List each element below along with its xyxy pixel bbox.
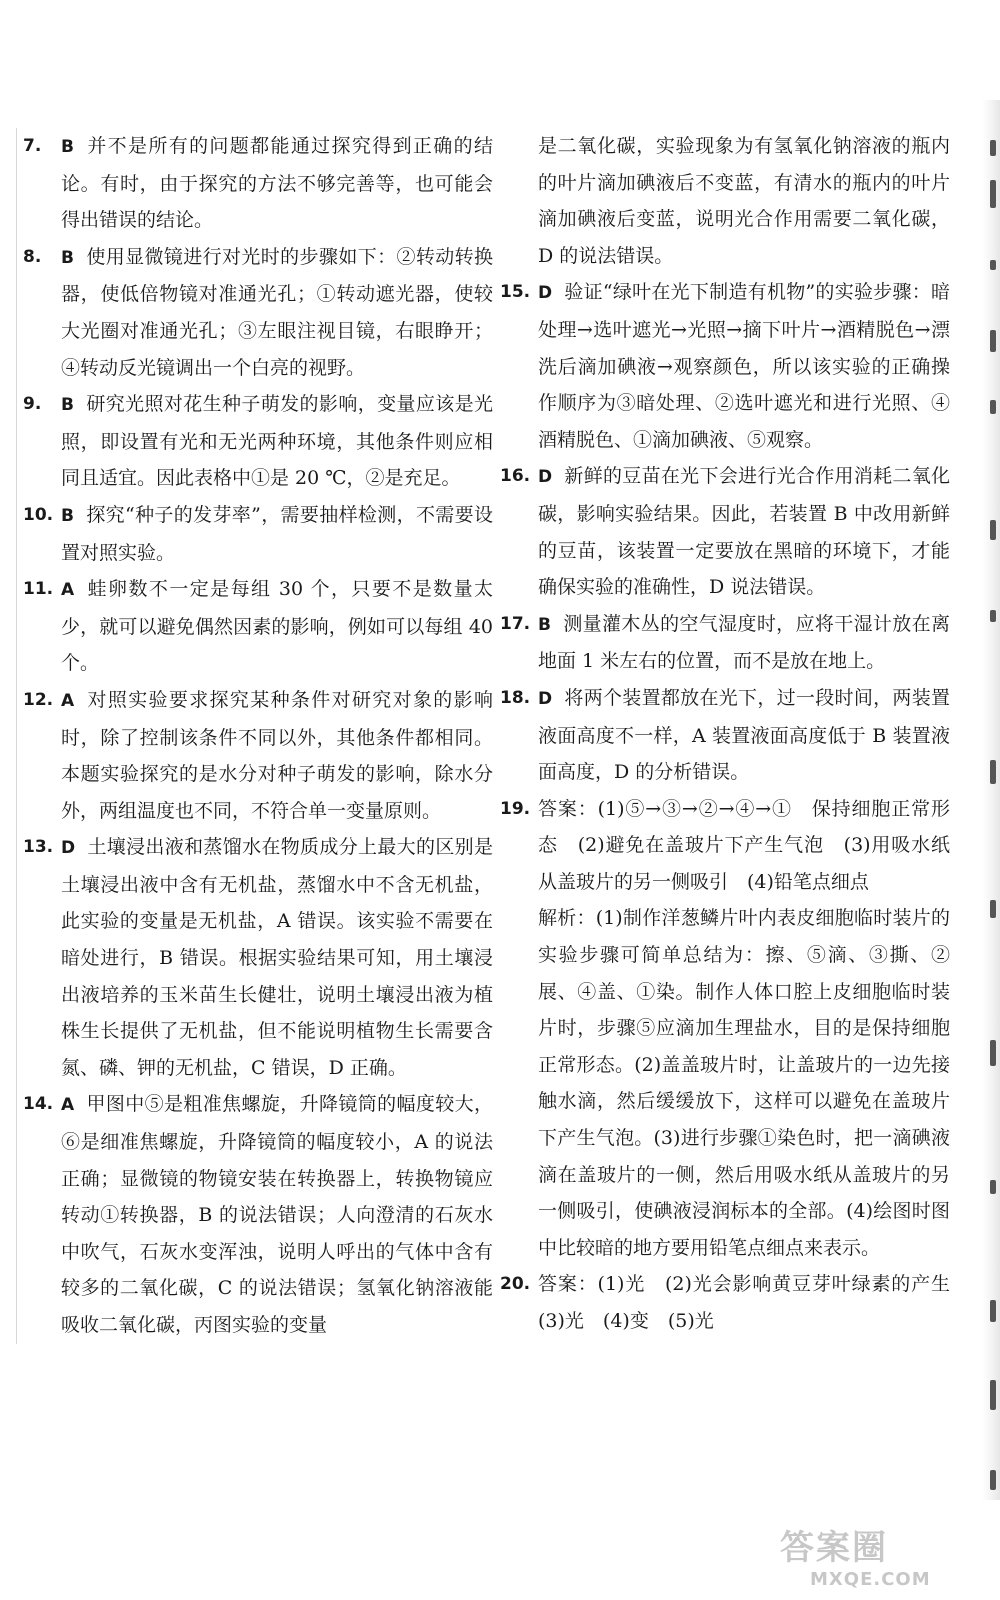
page-fold-edge — [982, 100, 1000, 1500]
item-number: 7. — [23, 136, 42, 156]
item-number: 9. — [23, 394, 42, 415]
answer-item-19-analysis — [500, 900, 950, 1266]
item-answer: A — [61, 690, 75, 711]
item-number: 18. — [500, 687, 531, 708]
item-explanation: 土壤浸出液和蒸馏水在物质成分上最大的区别是土壤浸出液中含有无机盐，蒸馏水中不含无机盐，此实验的变量是无机盐，A 错误。该实验不需要在暗处进行，B 错误。根据实验结果可知，用土壤浸出液培养的玉米苗生长健壮，说明土壤浸出液为植株生长提供了无机盐，但不能说明植物生长需要含氮、磷、钾的无机盐，C 错误，D 正确。 — [61, 836, 493, 1079]
item-explanation: 甲图中⑤是粗准焦螺旋，升降镜筒的幅度较大，⑥是细准焦螺旋，升降镜筒的幅度较小，A 的说法正确；显微镜的物镜安装在转换器上，转换物镜应转动①转换器，B 的说法错误；人向澄清的石灰水中吹气，石灰水变浑浊，说明人呼出的气体中含有较多的二氧化碳，C 的说法错误；氢氧化钠溶液能吸收二氧化碳，丙图实验的变量 — [61, 1093, 493, 1336]
item-number: 8. — [23, 246, 42, 267]
item-number: 12. — [23, 689, 54, 710]
answer-item-9 — [23, 386, 493, 497]
item-explanation: 探究“种子的发芽率”，需要抽样检测，不需要设置对照实验。 — [61, 503, 493, 564]
answer-item-18 — [500, 680, 950, 791]
item-number: 20. — [500, 1274, 531, 1295]
item-explanation: 蛙卵数不一定是每组 30 个，只要不是数量太少，就可以避免偶然因素的影响，例如可以每组 40 个。 — [61, 578, 493, 675]
item-answer: D — [538, 283, 553, 304]
item-answer: D — [538, 688, 553, 709]
answer-item-20 — [500, 1266, 970, 1339]
item-explanation: 研究光照对花生种子萌发的影响，变量应该是光照，即设置有光和无光两种环境，其他条件则应相同且适宜。因此表格中①是 20 ℃，②是充足。 — [61, 393, 493, 490]
answer-item-14 — [23, 1086, 493, 1343]
answer-item-10 — [23, 497, 493, 571]
site-watermark — [770, 1520, 970, 1590]
item-explanation: 新鲜的豆苗在光下会进行光合作用消耗二氧化碳，影响实验结果。因此，若装置 B 中改用新鲜的豆苗，该装置一定要放在黑暗的环境下，才能确保实验的准确性，D 说法错误。 — [538, 465, 950, 599]
answer-item-13 — [23, 829, 493, 1086]
item-answer: A — [61, 1095, 75, 1116]
item-explanation: 并不是所有的问题都能通过探究得到正确的结论。有时，由于探究的方法不够完善等，也可能会得出错误的结论。 — [61, 135, 493, 232]
answer-item-11 — [23, 571, 493, 682]
answer-item-16 — [500, 458, 950, 605]
item-number: 10. — [23, 504, 54, 525]
item-number: 14. — [23, 1094, 54, 1115]
item-explanation: 答案：(1)⑤→③→②→④→① 保持细胞正常形态 (2)避免在盖玻片下产生气泡 (3)用吸水纸从盖玻片的另一侧吸引 (4)铅笔点细点 — [538, 797, 950, 893]
item-answer: B — [61, 247, 74, 268]
item-explanation: 对照实验要求探究某种条件对研究对象的影响时，除了控制该条件不同以外，其他条件都相同。本题实验探究的是水分对种子萌发的影响，除水分外，两组温度也不同，不符合单一变量原则。 — [61, 688, 493, 822]
item-explanation: 将两个装置都放在光下，过一段时间，两装置液面高度不一样，A 装置液面高度低于 B 装置液面高度，D 的分析错误。 — [538, 686, 950, 784]
watermark-url: MXQE.COM — [810, 1569, 931, 1590]
left-column — [16, 128, 493, 1344]
answer-item-17 — [500, 606, 950, 680]
item-explanation: 验证“绿叶在光下制造有机物”的实验步骤：暗处理→选叶遮光→光照→摘下叶片→酒精脱色→漂洗后滴加碘液→观察颜色，所以该实验的正确操作顺序为③暗处理、②选叶遮光和进行光照、④酒精脱色、①滴加碘液、⑤观察。 — [538, 281, 950, 451]
item-answer: B — [61, 395, 74, 416]
item-explanation: 解析：(1)制作洋葱鳞片叶内表皮细胞临时装片的实验步骤可简单总结为：擦、⑤滴、③撕、②展、④盖、①染。制作人体口腔上皮细胞临时装片时，步骤⑤应滴加生理盐水，目的是保持细胞正常形态。(2)盖盖玻片时，让盖玻片的一边先接触水滴，然后缓缓放下，这样可以避免在盖玻片下产生气泡。(3)进行步骤①染色时，把一滴碘液滴在盖玻片的一侧，然后用吸水纸从盖玻片的另一侧吸引，使碘液浸润标本的全部。(4)绘图时图中比较暗的地方要用铅笔点细点来表示。 — [538, 907, 950, 1259]
item-explanation: 答案：(1)光 (2)光会影响黄豆芽叶绿素的产生 (3)光 (4)变 (5)光 — [538, 1273, 970, 1332]
answer-item-19 — [500, 791, 950, 901]
item-number: 17. — [500, 613, 531, 634]
answer-item-8 — [23, 239, 493, 386]
item-answer: B — [61, 505, 74, 526]
answer-item-15 — [500, 274, 950, 458]
watermark-logo: 答案圈 — [780, 1528, 888, 1568]
item-explanation: 测量灌木丛的空气湿度时，应将干湿计放在离地面 1 米左右的位置，而不是放在地上。 — [538, 612, 950, 673]
item-answer: B — [538, 614, 551, 635]
item-answer: D — [538, 467, 553, 488]
item-number: 16. — [500, 466, 531, 487]
item-14-continuation: 是二氧化碳，实验现象为有氢氧化钠溶液的瓶内的叶片滴加碘液后不变蓝，有清水的瓶内的叶片滴加碘液后变蓝，说明光合作用需要二氧化碳，D 的说法错误。 — [538, 135, 950, 267]
item-number: 11. — [23, 579, 54, 600]
answer-item-12 — [23, 682, 493, 829]
item-answer: D — [61, 838, 76, 859]
item-answer: B — [61, 137, 74, 157]
item-explanation: 使用显微镜进行对光时的步骤如下：②转动转换器，使低倍物镜对准通光孔；①转动遮光器，使较大光圈对准通光孔；③左眼注视目镜，右眼睁开；④转动反光镜调出一个白亮的视野。 — [61, 245, 493, 379]
item-number: 19. — [500, 798, 531, 819]
right-column — [500, 128, 970, 1340]
answer-item-7 — [23, 128, 493, 239]
item-number: 15. — [500, 282, 531, 303]
item-number: 13. — [23, 837, 54, 858]
item-answer: A — [61, 580, 75, 601]
